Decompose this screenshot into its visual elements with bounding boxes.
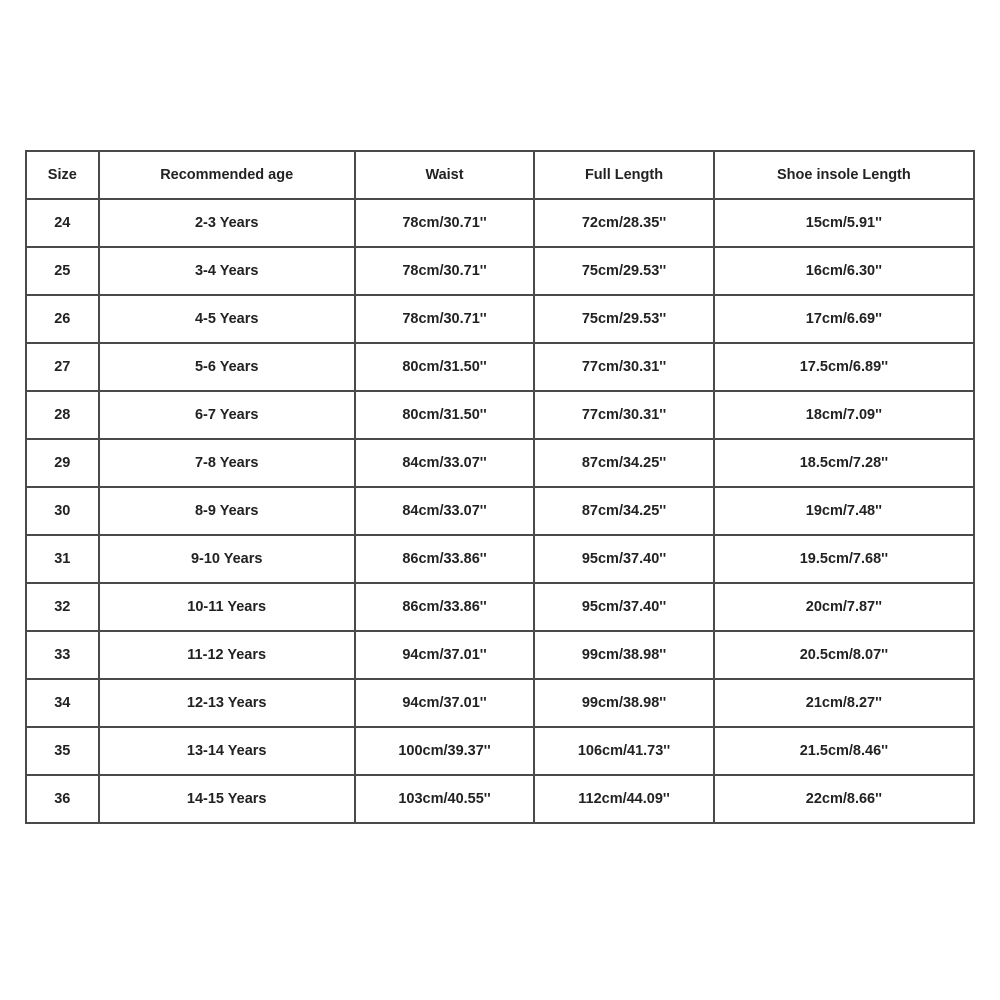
cell-full-length: 112cm/44.09'' <box>534 775 714 823</box>
table-row <box>26 775 974 823</box>
cell-recommended-age: 8-9 Years <box>99 487 355 535</box>
cell-recommended-age: 6-7 Years <box>99 391 355 439</box>
cell-shoe-insole-length: 17.5cm/6.89'' <box>714 343 974 391</box>
cell-shoe-insole-length: 22cm/8.66'' <box>714 775 974 823</box>
size-chart-table <box>25 150 975 824</box>
cell-waist: 103cm/40.55'' <box>355 775 535 823</box>
table-row <box>26 199 974 247</box>
cell-full-length: 75cm/29.53'' <box>534 295 714 343</box>
cell-full-length: 75cm/29.53'' <box>534 247 714 295</box>
cell-recommended-age: 12-13 Years <box>99 679 355 727</box>
cell-size: 34 <box>26 679 99 727</box>
cell-size: 35 <box>26 727 99 775</box>
cell-size: 36 <box>26 775 99 823</box>
cell-size: 24 <box>26 199 99 247</box>
cell-shoe-insole-length: 21.5cm/8.46'' <box>714 727 974 775</box>
cell-full-length: 95cm/37.40'' <box>534 535 714 583</box>
header-full-length: Full Length <box>534 151 714 199</box>
cell-waist: 100cm/39.37'' <box>355 727 535 775</box>
cell-full-length: 106cm/41.73'' <box>534 727 714 775</box>
header-row <box>26 151 974 199</box>
cell-recommended-age: 11-12 Years <box>99 631 355 679</box>
cell-recommended-age: 2-3 Years <box>99 199 355 247</box>
cell-size: 28 <box>26 391 99 439</box>
table-row <box>26 631 974 679</box>
cell-waist: 94cm/37.01'' <box>355 631 535 679</box>
cell-shoe-insole-length: 15cm/5.91'' <box>714 199 974 247</box>
cell-size: 33 <box>26 631 99 679</box>
cell-recommended-age: 14-15 Years <box>99 775 355 823</box>
cell-full-length: 87cm/34.25'' <box>534 487 714 535</box>
cell-size: 29 <box>26 439 99 487</box>
cell-recommended-age: 4-5 Years <box>99 295 355 343</box>
cell-full-length: 77cm/30.31'' <box>534 391 714 439</box>
cell-waist: 80cm/31.50'' <box>355 343 535 391</box>
cell-recommended-age: 9-10 Years <box>99 535 355 583</box>
cell-recommended-age: 5-6 Years <box>99 343 355 391</box>
header-shoe-insole-length: Shoe insole Length <box>714 151 974 199</box>
table-row <box>26 583 974 631</box>
cell-full-length: 99cm/38.98'' <box>534 679 714 727</box>
table-row <box>26 439 974 487</box>
table-row <box>26 343 974 391</box>
cell-shoe-insole-length: 20.5cm/8.07'' <box>714 631 974 679</box>
cell-shoe-insole-length: 18cm/7.09'' <box>714 391 974 439</box>
cell-shoe-insole-length: 19cm/7.48'' <box>714 487 974 535</box>
cell-waist: 86cm/33.86'' <box>355 535 535 583</box>
table-row <box>26 391 974 439</box>
cell-full-length: 99cm/38.98'' <box>534 631 714 679</box>
header-waist: Waist <box>355 151 535 199</box>
cell-waist: 78cm/30.71'' <box>355 199 535 247</box>
cell-full-length: 95cm/37.40'' <box>534 583 714 631</box>
table-row <box>26 487 974 535</box>
cell-waist: 78cm/30.71'' <box>355 295 535 343</box>
cell-waist: 86cm/33.86'' <box>355 583 535 631</box>
cell-size: 30 <box>26 487 99 535</box>
cell-size: 26 <box>26 295 99 343</box>
table-row <box>26 535 974 583</box>
cell-shoe-insole-length: 19.5cm/7.68'' <box>714 535 974 583</box>
cell-shoe-insole-length: 20cm/7.87'' <box>714 583 974 631</box>
table-row <box>26 727 974 775</box>
cell-shoe-insole-length: 17cm/6.69'' <box>714 295 974 343</box>
cell-waist: 84cm/33.07'' <box>355 439 535 487</box>
cell-waist: 84cm/33.07'' <box>355 487 535 535</box>
table-row <box>26 247 974 295</box>
cell-size: 31 <box>26 535 99 583</box>
cell-size: 32 <box>26 583 99 631</box>
cell-shoe-insole-length: 18.5cm/7.28'' <box>714 439 974 487</box>
cell-size: 27 <box>26 343 99 391</box>
cell-recommended-age: 3-4 Years <box>99 247 355 295</box>
cell-recommended-age: 13-14 Years <box>99 727 355 775</box>
cell-full-length: 77cm/30.31'' <box>534 343 714 391</box>
cell-recommended-age: 7-8 Years <box>99 439 355 487</box>
table-row <box>26 679 974 727</box>
cell-waist: 78cm/30.71'' <box>355 247 535 295</box>
table-row <box>26 295 974 343</box>
header-size: Size <box>26 151 99 199</box>
cell-recommended-age: 10-11 Years <box>99 583 355 631</box>
cell-full-length: 87cm/34.25'' <box>534 439 714 487</box>
table-body <box>26 199 974 823</box>
cell-waist: 94cm/37.01'' <box>355 679 535 727</box>
cell-full-length: 72cm/28.35'' <box>534 199 714 247</box>
cell-shoe-insole-length: 16cm/6.30'' <box>714 247 974 295</box>
cell-waist: 80cm/31.50'' <box>355 391 535 439</box>
cell-shoe-insole-length: 21cm/8.27'' <box>714 679 974 727</box>
header-recommended-age: Recommended age <box>99 151 355 199</box>
cell-size: 25 <box>26 247 99 295</box>
